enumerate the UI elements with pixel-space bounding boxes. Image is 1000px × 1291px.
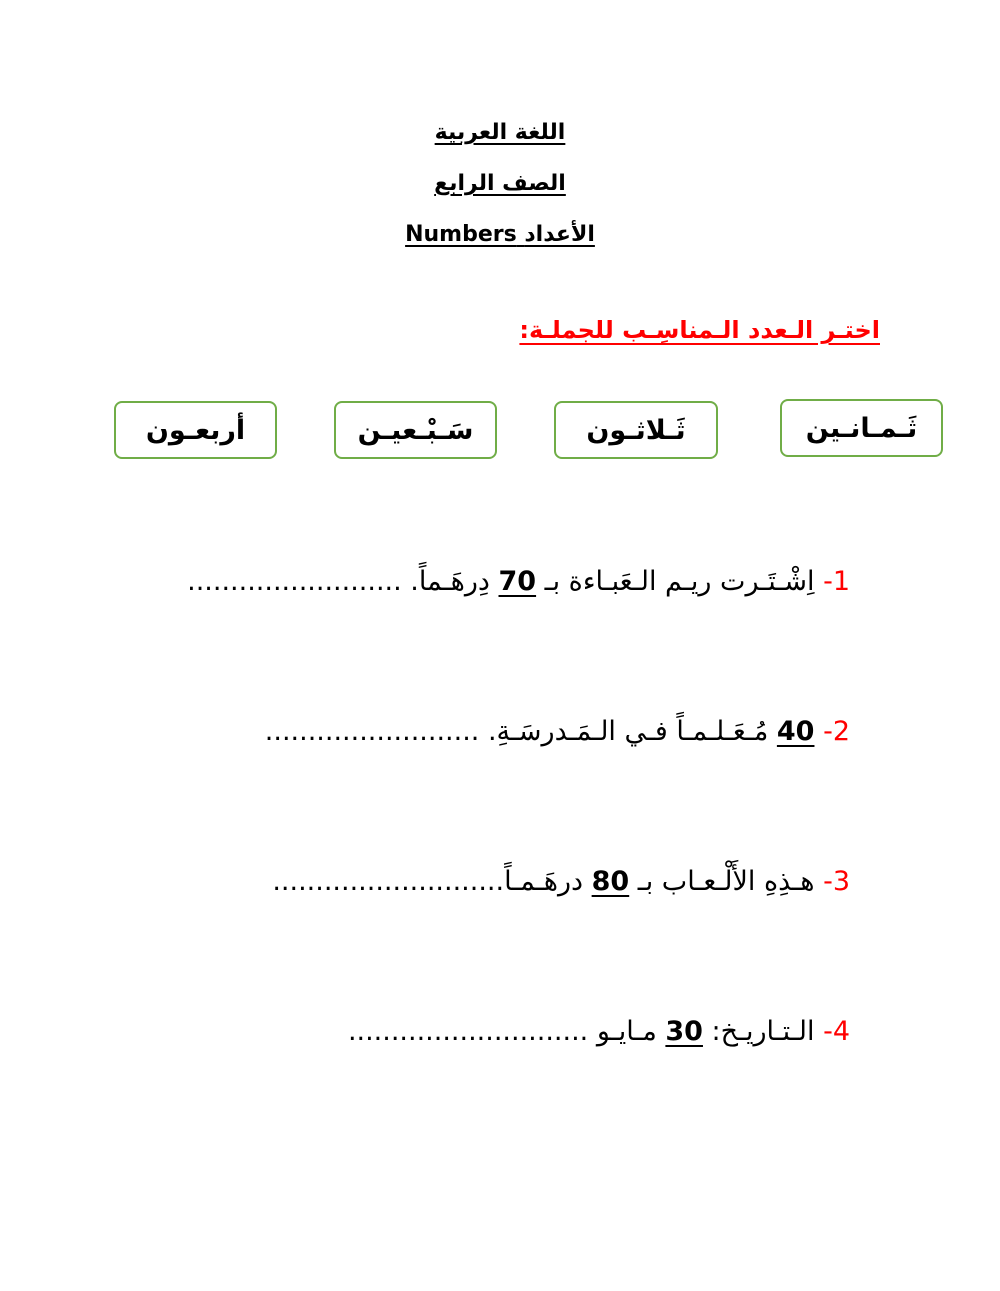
grade-title: الصف الرابع [434,171,566,196]
question-dash: - [823,716,833,747]
instruction-text: اختـر الـعدد الـمناسِـب للجملـة: [519,316,880,344]
word-box-eighty[interactable]: ثَـمـانـين [780,399,943,457]
sentence-end: مـايـو [588,1016,666,1047]
question-dash: - [823,1016,833,1047]
sentence-end: درهَـمـاً [504,866,592,897]
word-box-seventy[interactable]: سَـبْـعيـن [334,401,497,459]
answer-blank[interactable]: ......................... [187,566,402,597]
word-box-forty[interactable]: أربعـون [114,401,277,459]
sentence-end: دِرهَـماً. [401,566,499,597]
question-dash: - [823,866,833,897]
number-value: 40 [776,716,815,747]
question-number: 2 [832,716,850,747]
sentence-start: اِشْـتَـرت ريـم الـعَبـاءة بـ [536,566,815,597]
topic-english: Numbers [405,222,517,247]
question-number: 1 [832,566,850,597]
topic-arabic: الأعداد [524,222,595,247]
number-value: 70 [498,566,537,597]
sentence-end: مُـعَـلـمـاً فـي الـمَـدرسَـةِ. [479,716,777,747]
topic-title [0,222,1000,247]
question-4 [348,1016,850,1047]
question-number: 3 [832,866,850,897]
question-1 [187,566,850,597]
number-value: 80 [591,866,630,897]
subject-title: اللغة العربية [434,120,566,145]
question-number: 4 [832,1016,850,1047]
answer-blank[interactable]: ......................... [264,716,480,747]
question-3 [272,866,850,897]
word-box-thirty[interactable]: ثَـلاثـون [554,401,718,459]
answer-blank[interactable]: ........................... [272,866,505,897]
sentence-start: هـذِهِ الأَلْـعـاب بـ [629,866,815,897]
number-value: 30 [665,1016,703,1047]
question-dash: - [823,566,833,597]
sentence-start: الـتـاريـخ: [702,1016,815,1047]
answer-blank[interactable]: ............................ [347,1016,589,1047]
question-2 [265,716,850,747]
